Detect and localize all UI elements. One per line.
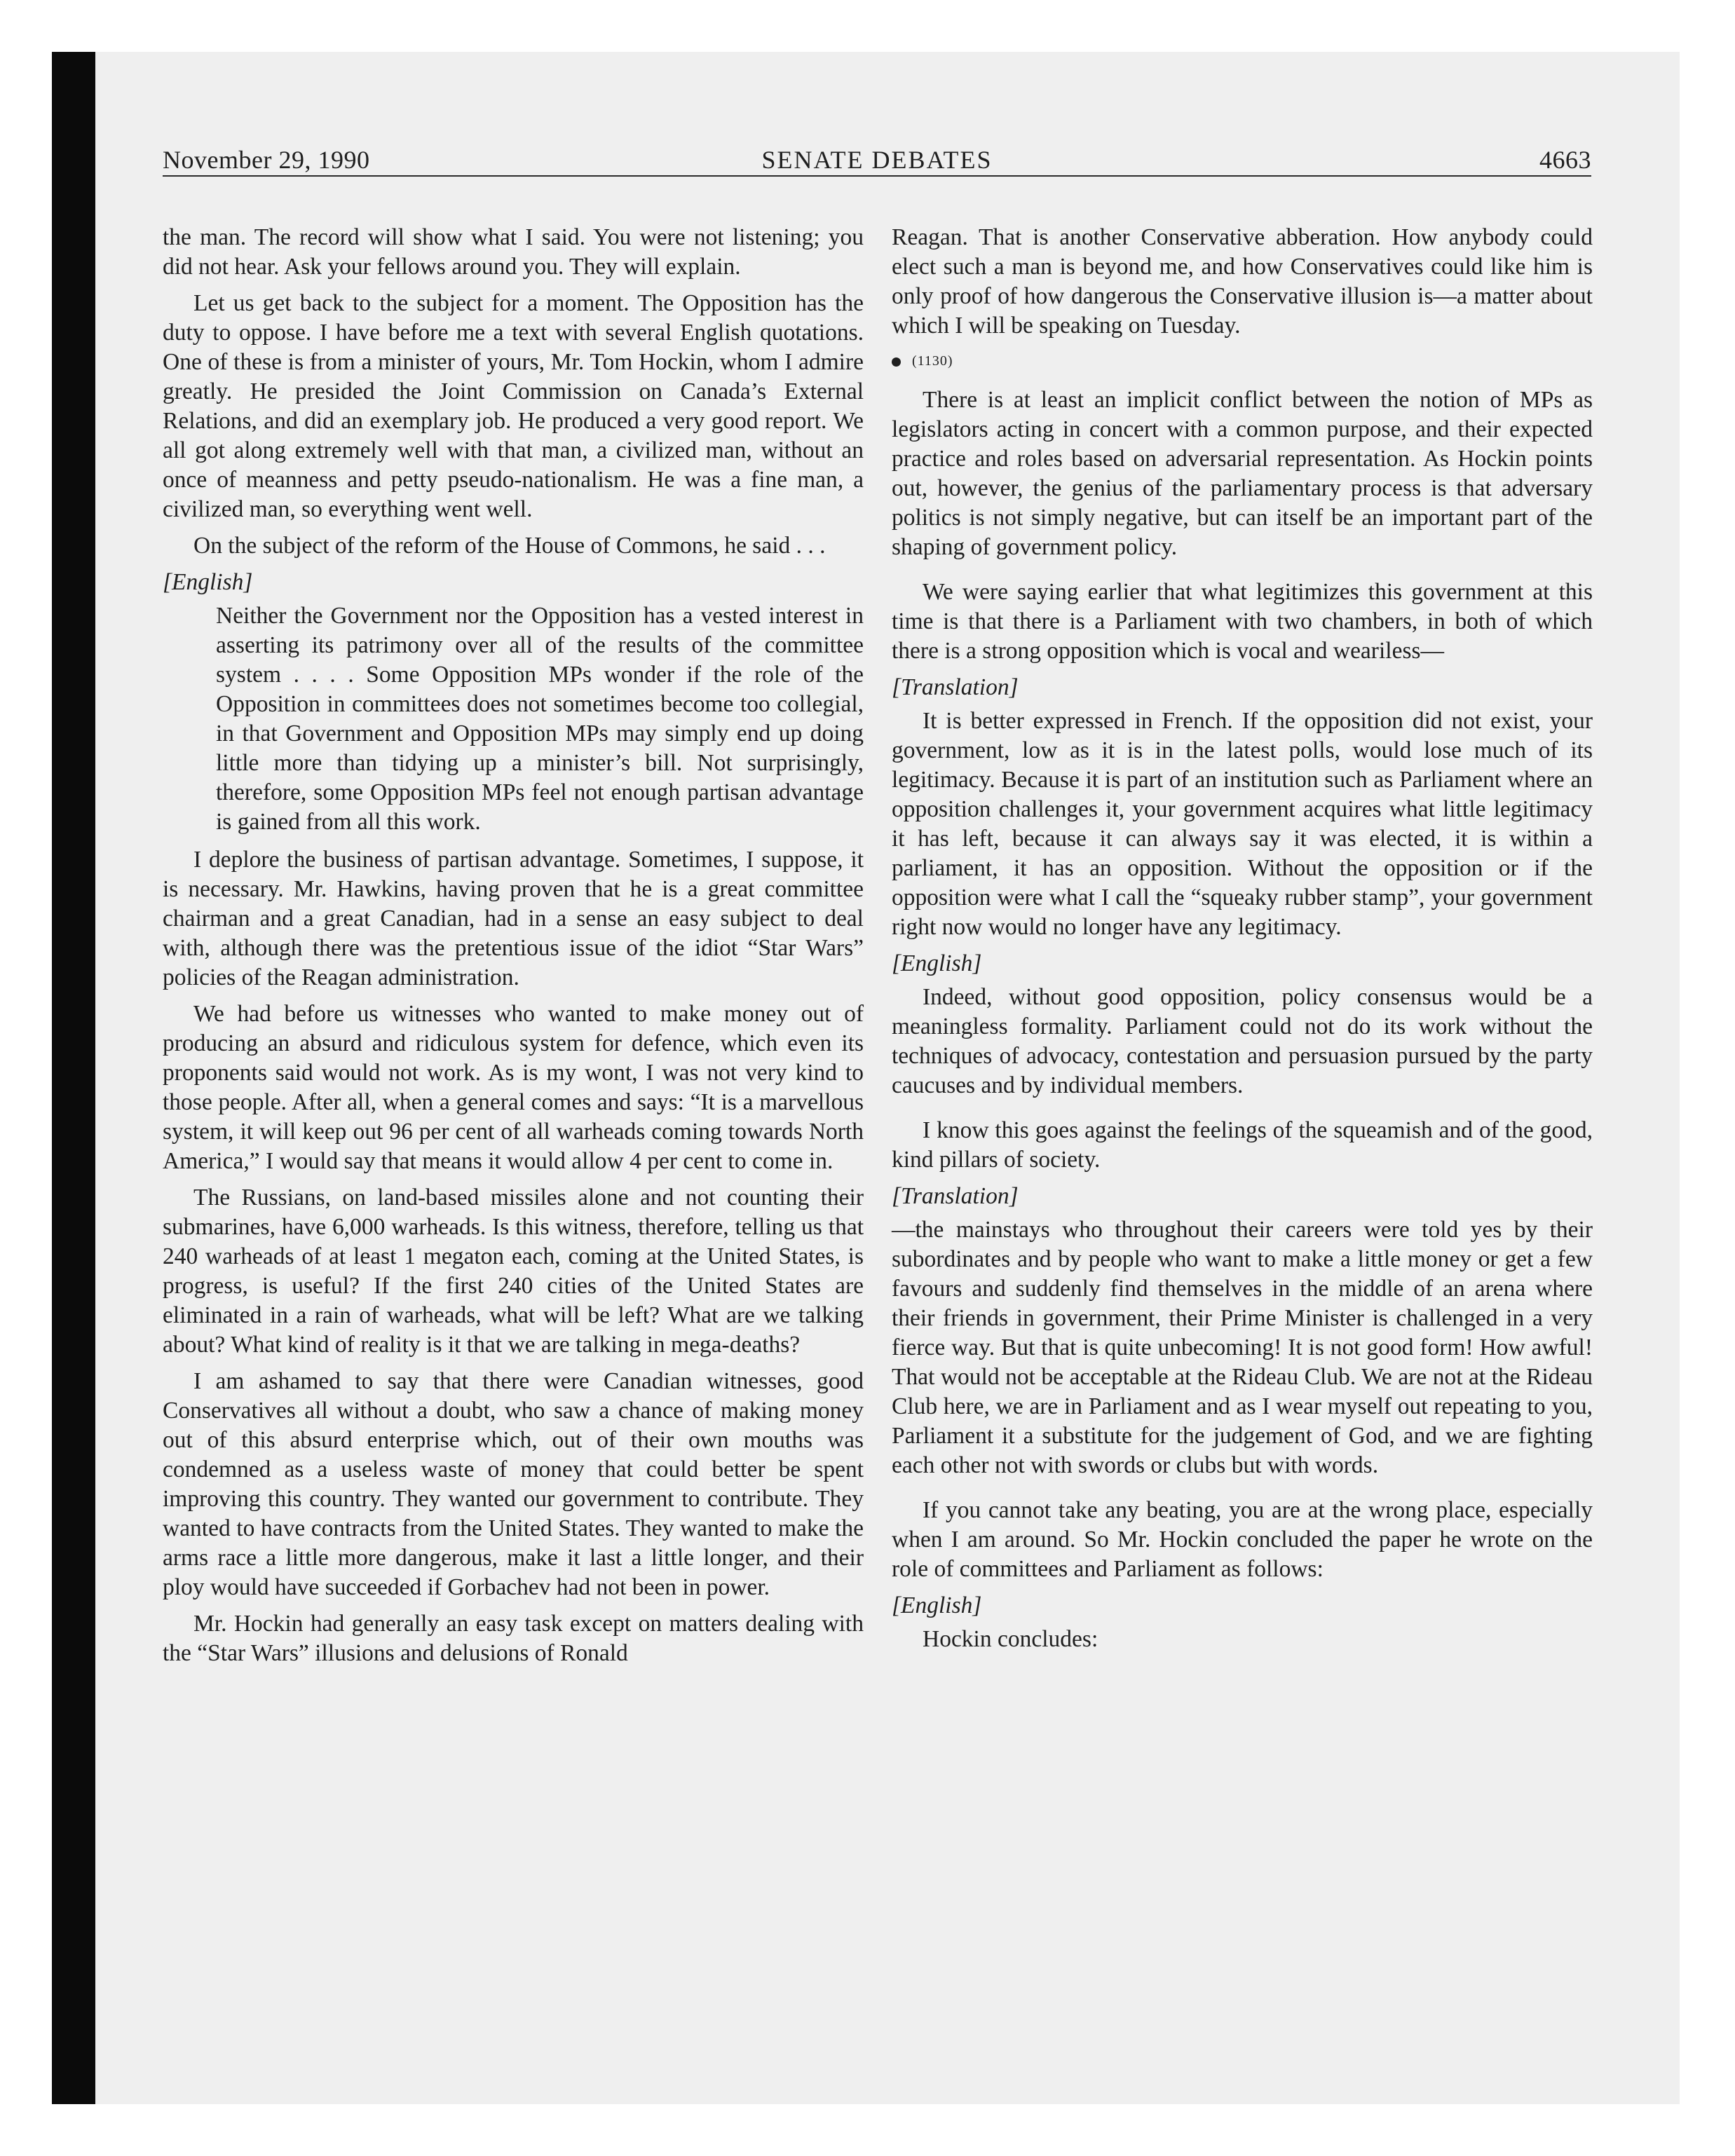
paragraph: I know this goes against the feelings of the squeamish and of the good, kind pillars of society. xyxy=(892,1117,1593,1173)
block-quote: Neither the Government nor the Opposition has a vested interest in asserting its patrimony over all of the results of the committee system . . . . Some Opposition MPs wonder if the role of the Opposition in committees does not sometimes become too collegial, in that Government and Opposition MPs may simply end up doing little more than tidying up a minister’s bill. Not surprisingly, therefore, some Opposition MPs feel not enough partisan advantage is gained from all this work. xyxy=(216,603,864,835)
paragraph: —the mainstays who throughout their careers were told yes by their subordinates and by people who want to make a little money or get a few favours and suddenly find themselves in the middle of an arena where their friends in government, their Prime Minister is challenged in a very fierce way. But that is quite unbecoming! It is not good form! How awful! That would not be acceptable at the Rideau Club. We are not at the Rideau Club here, we are in Parliament and as I wear myself out repeating to you, Parliament it a substitute for the judgement of God, and we are fighting each other not with swords or clubs but with words. xyxy=(892,1217,1593,1478)
paragraph: There is at least an implicit conflict between the notion of MPs as legislators acting in concert with a common purpose, and their expected practice and roles based on adversarial representation. As Hockin points out, however, the genius of the parliamentary process is that adversary politics is not simply negative, but can itself be an important part of the shaping of government policy. xyxy=(892,387,1593,560)
paragraph: The Russians, on land-based missiles alone and not counting their submarines, have 6,000 warheads. Is this witness, therefore, telling us that 240 warheads of at least 1 megaton each, coming at the United States, is progress, is useful? If the first 240 cities of the United States are eliminated in a rain of warheads, what will be left? What are we talking about? What kind of reality is it that we are talking in mega-deaths? xyxy=(163,1185,864,1358)
language-marker: [Translation] xyxy=(892,674,1019,700)
paragraph: Hockin concludes: xyxy=(923,1626,1098,1652)
left-column xyxy=(163,223,864,1675)
paragraph: Reagan. That is another Conservative abberation. How anybody could elect such a man is beyond me, and how Conservatives could like him is only proof of how dangerous the Conservative illusion is—a matter about which I will be speaking on Tuesday. xyxy=(892,224,1593,339)
paragraph: the man. The record will show what I said. You were not listening; you did not hear. Ask your fellows around you. They will explain. xyxy=(163,224,864,280)
paragraph: It is better expressed in French. If the opposition did not exist, your government, low as it is in the latest polls, would lose much of its legitimacy. Because it is part of an institution such as Parliament where an opposition challenges it, your government acquires what little legitimacy it has left, because it can always say it was elected, it is within a parliament, it has an opposition. Without the opposition or if the opposition were what I call the “squeaky rubber stamp”, your government right now would no longer have any legitimacy. xyxy=(892,708,1593,940)
binding-shadow xyxy=(52,52,95,2104)
language-marker: [Translation] xyxy=(892,1183,1019,1209)
paragraph: I deplore the business of partisan advantage. Sometimes, I suppose, it is necessary. Mr. Hawkins, having proven that he is a great committee chairman and a great Canadian, had in a sense an easy subject to deal with, although there was the pretentious issue of the idiot “Star Wars” policies of the Reagan administration. xyxy=(163,847,864,990)
language-marker: [English] xyxy=(892,950,982,976)
language-marker: [English] xyxy=(163,569,253,595)
paragraph: We were saying earlier that what legitimizes this government at this time is that there is a Parliament with two chambers, in both of which there is a strong opposition which is vocal and weariless— xyxy=(892,579,1593,664)
header-date: November 29, 1990 xyxy=(163,146,370,174)
header-rule xyxy=(163,175,1591,177)
paragraph: If you cannot take any beating, you are at the wrong place, especially when I am around. So Mr. Hockin concluded the paper he wrote on the role of committees and Parliament as follows: xyxy=(892,1497,1593,1582)
paragraph: I am ashamed to say that there were Canadian witnesses, good Conservatives all without a doubt, who saw a chance of making money out of this absurd enterprise which, out of their own mouths was condemned as a useless waste of money that could better be spent improving this country. They wanted our government to contribute. They wanted to have contracts from the United States. They wanted to make the arms race a little more dangerous, make it last a little longer, and their ploy would have succeeded if Gorbachev had not been in power. xyxy=(163,1368,864,1600)
time-marker xyxy=(892,350,1593,371)
language-marker: [English] xyxy=(892,1592,982,1618)
paragraph: Let us get back to the subject for a moment. The Opposition has the duty to oppose. I have before me a text with several English quotations. One of these is from a minister of yours, Mr. Tom Hockin, whom I admire greatly. He presided the Joint Commission on Canada’s External Relations, and did an exemplary job. He produced a very good report. We all got along extremely well with that man, a civilized man, without an once of meanness and petty pseudo-nationalism. He was a fine man, a civilized man, so everything went well. xyxy=(163,290,864,522)
right-column xyxy=(892,223,1593,1661)
bullet-icon xyxy=(892,357,901,367)
paragraph: We had before us witnesses who wanted to make money out of producing an absurd and ridiculous system for defence, which even its proponents said would not work. As is my wont, I was not very kind to those people. After all, when a general comes and says: “It is a marvellous system, it will keep out 96 per cent of all warheads coming towards North America,” I would say that means it would allow 4 per cent to come in. xyxy=(163,1001,864,1174)
paragraph: On the subject of the reform of the House of Commons, he said . . . xyxy=(193,533,826,559)
running-head xyxy=(163,140,1591,179)
time-marker-label: (1130) xyxy=(912,353,953,369)
header-title: SENATE DEBATES xyxy=(761,146,993,174)
page-number: 4663 xyxy=(1539,146,1591,174)
paragraph: Indeed, without good opposition, policy consensus would be a meaningless formality. Parliament could not do its work without the techniques of advocacy, contestation and persuasion pursued by the party caucuses and by individual members. xyxy=(892,984,1593,1098)
paragraph: Mr. Hockin had generally an easy task except on matters dealing with the “Star Wars” illusions and delusions of Ronald xyxy=(163,1611,864,1666)
